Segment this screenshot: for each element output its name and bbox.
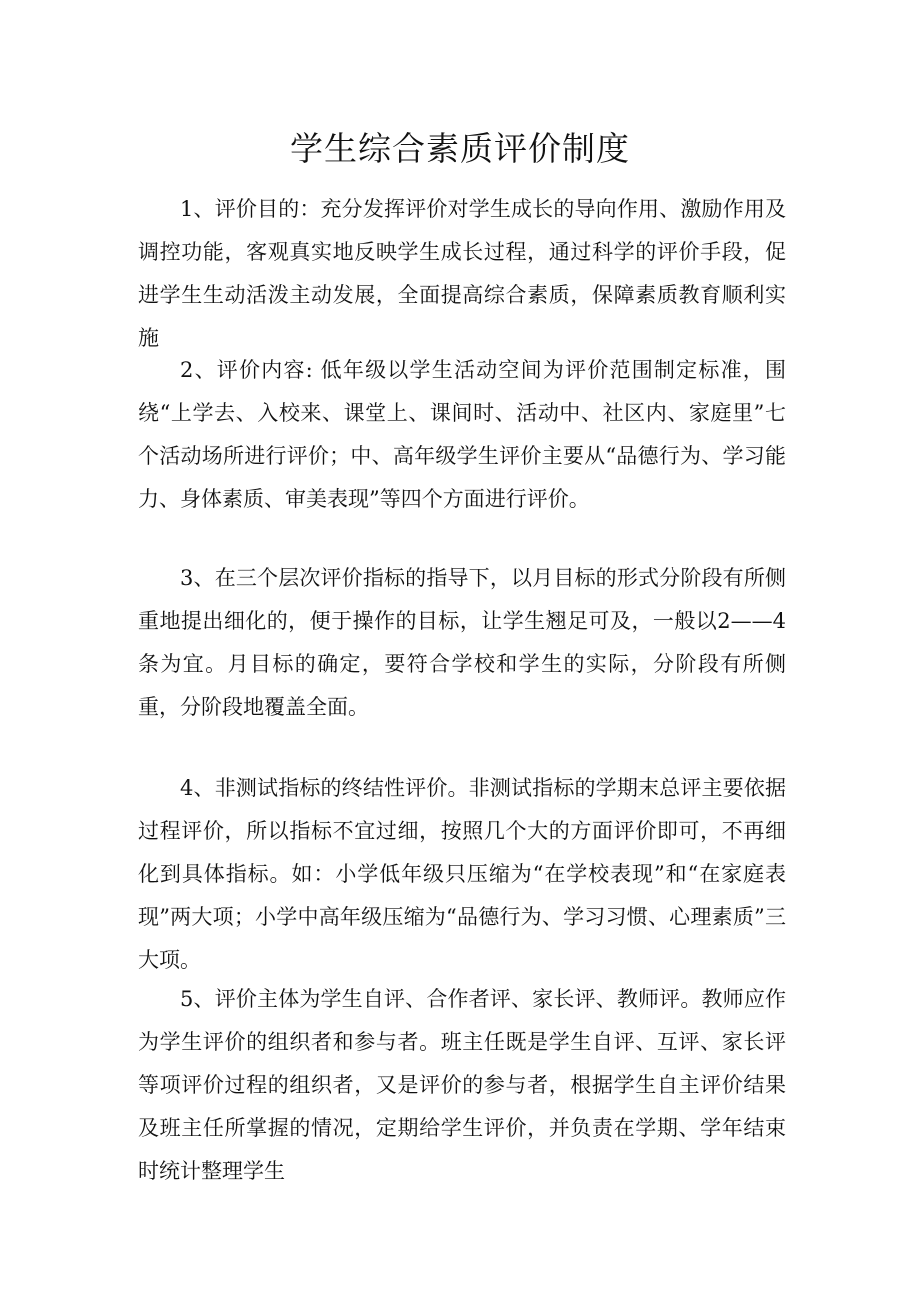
paragraph-3: 3、在三个层次评价指标的指导下，以月目标的形式分阶段有所侧重地提出细化的，便于操作的目标，让学生翘足可及，一般以2——4条为宜。月目标的确定，要符合学校和学生的实际，分阶段有所侧重，分阶段地覆盖全面。 [138, 566, 786, 719]
document-title: 学生综合素质评价制度 [290, 129, 630, 168]
paragraph-5: 5、评价主体为学生自评、合作者评、家长评、教师评。教师应作为学生评价的组织者和参与者。班主任既是学生自评、互评、家长评等项评价过程的组织者，又是评价的参与者，根据学生自主评价结果及班主任所掌握的情况，定期给学生评价，并负责在学期、学年结束时统计整理学生 [138, 987, 786, 1183]
paragraph-1: 1、评价目的：充分发挥评价对学生成长的导向作用、激励作用及调控功能，客观真实地反映学生成长过程，通过科学的评价手段，促进学生生动活泼主动发展，全面提高综合素质，保障素质教育顺利实施 [138, 197, 786, 350]
paragraph-4: 4、非测试指标的终结性评价。非测试指标的学期末总评主要依据过程评价，所以指标不宜过细，按照几个大的方面评价即可，不再细化到具体指标。如：小学低年级只压缩为“在学校表现”和“在家庭表现”两大项；小学中高年级压缩为“品德行为、学习习惯、心理素质”三大项。 [138, 776, 786, 972]
paragraph-2: 2、评价内容: 低年级以学生活动空间为评价范围制定标准，围绕“上学去、入校来、课堂上、课间时、活动中、社区内、家庭里”七个活动场所进行评价；中、高年级学生评价主要从“品德行为、学习能力、身体素质、审美表现”等四个方面进行评价。 [138, 358, 786, 511]
